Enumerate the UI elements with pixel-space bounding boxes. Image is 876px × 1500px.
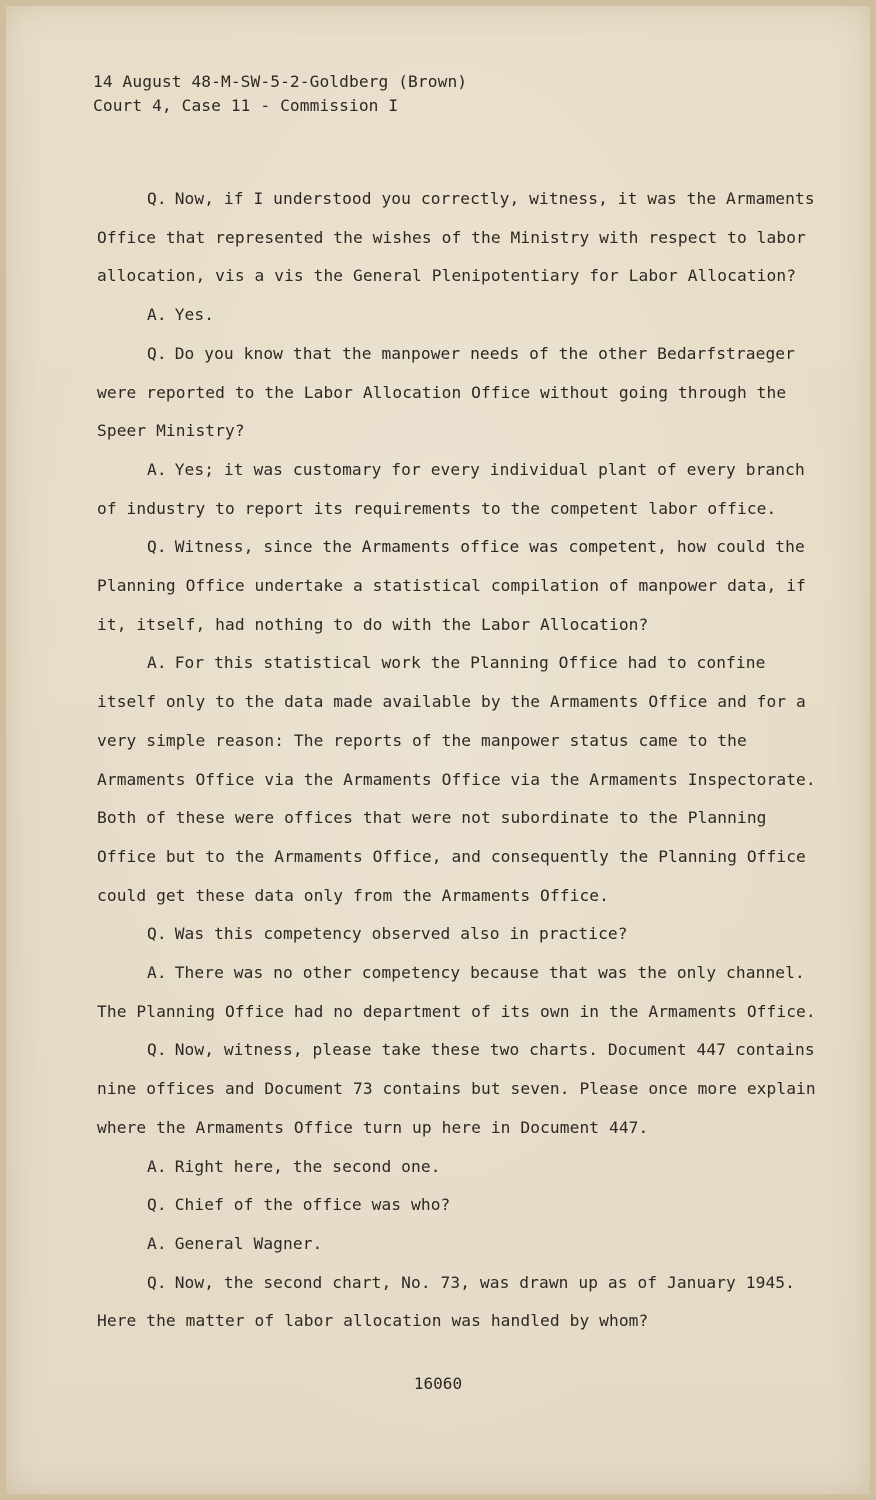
transcript-paragraph bbox=[97, 180, 817, 296]
transcript-paragraph bbox=[97, 1225, 817, 1264]
speaker-label: Q. bbox=[147, 537, 167, 557]
paragraph-text: For this statistical work the Planning Office had to confine itself only to the data made available by the Armaments Office and for a very simple reason: The reports of the manpower status came to the Armaments Office via the Armaments Office via the Armaments Inspectorate. Both of these were offices that were not subordinate to the Planning Office but to the Armaments Office, and consequently the Planning Office could get these data only from the Armaments Office. bbox=[97, 653, 816, 905]
transcript-paragraph bbox=[97, 528, 817, 644]
speaker-label: A. bbox=[147, 1233, 167, 1253]
header-line-court-case: Court 4, Case 11 - Commission I bbox=[93, 96, 399, 115]
transcript-paragraph bbox=[97, 335, 817, 451]
transcript-paragraph bbox=[97, 644, 817, 915]
speaker-label: Q. bbox=[147, 189, 167, 208]
paragraph-text: Now, the second chart, No. 73, was drawn up as of January 1945. Here the matter of labor allocation was handled by whom? bbox=[97, 1272, 795, 1331]
paragraph-text: Now, witness, please take these two charts. Document 447 contains nine offices and Document 73 contains but seven. Please once more explain where the Armaments Office turn up here in Document 447. bbox=[97, 1040, 816, 1137]
transcript-paragraph bbox=[97, 915, 817, 954]
transcript-paragraph bbox=[97, 1264, 817, 1341]
speaker-label: Q. bbox=[147, 1272, 167, 1292]
speaker-label: A. bbox=[147, 653, 167, 673]
paragraph-text: Do you know that the manpower needs of the other Bedarfstraeger were reported to the Labor Allocation Office without going through the Speer Ministry? bbox=[97, 343, 795, 441]
paragraph-text: Was this competency observed also in practice? bbox=[174, 924, 628, 944]
transcript-body bbox=[97, 180, 817, 1341]
speaker-label: A. bbox=[147, 1156, 167, 1176]
paragraph-text: Now, if I understood you correctly, witness, it was the Armaments Office that represented the wishes of the Ministry with respect to labor allocation, vis a vis the General Plenipotentiary for Labor Allocation? bbox=[97, 189, 815, 286]
page-number: 16060 bbox=[413, 1374, 463, 1393]
speaker-label: Q. bbox=[147, 1195, 167, 1215]
paragraph-text: Right here, the second one. bbox=[174, 1156, 441, 1176]
paragraph-text: There was no other competency because that was the only channel. The Planning Office had no department of its own in the Armaments Office. bbox=[97, 963, 816, 1021]
transcript-paragraph bbox=[97, 954, 817, 1031]
speaker-label: A. bbox=[147, 963, 167, 983]
paragraph-text: Yes; it was customary for every individual plant of every branch of industry to report its requirements to the competent labor office. bbox=[97, 459, 805, 518]
paragraph-text: Chief of the office was who? bbox=[174, 1195, 451, 1215]
speaker-label: A. bbox=[147, 459, 167, 479]
paragraph-text: General Wagner. bbox=[174, 1233, 323, 1253]
transcript-paragraph bbox=[97, 451, 817, 528]
paragraph-text: Yes. bbox=[174, 305, 215, 325]
speaker-label: A. bbox=[147, 305, 167, 325]
transcript-paragraph bbox=[97, 1148, 817, 1187]
transcript-paragraph bbox=[97, 1031, 817, 1147]
paragraph-text: Witness, since the Armaments office was competent, how could the Planning Office undertake a statistical compilation of manpower data, if it, itself, had nothing to do with the Labor Allocation? bbox=[97, 537, 806, 634]
header-line-date-ref: 14 August 48-M-SW-5-2-Goldberg (Brown) bbox=[93, 72, 468, 91]
transcript-paragraph bbox=[97, 1186, 817, 1225]
speaker-label: Q. bbox=[147, 924, 167, 944]
document-header bbox=[93, 70, 793, 118]
speaker-label: Q. bbox=[147, 343, 167, 363]
transcript-paragraph bbox=[97, 296, 817, 335]
speaker-label: Q. bbox=[147, 1040, 167, 1060]
